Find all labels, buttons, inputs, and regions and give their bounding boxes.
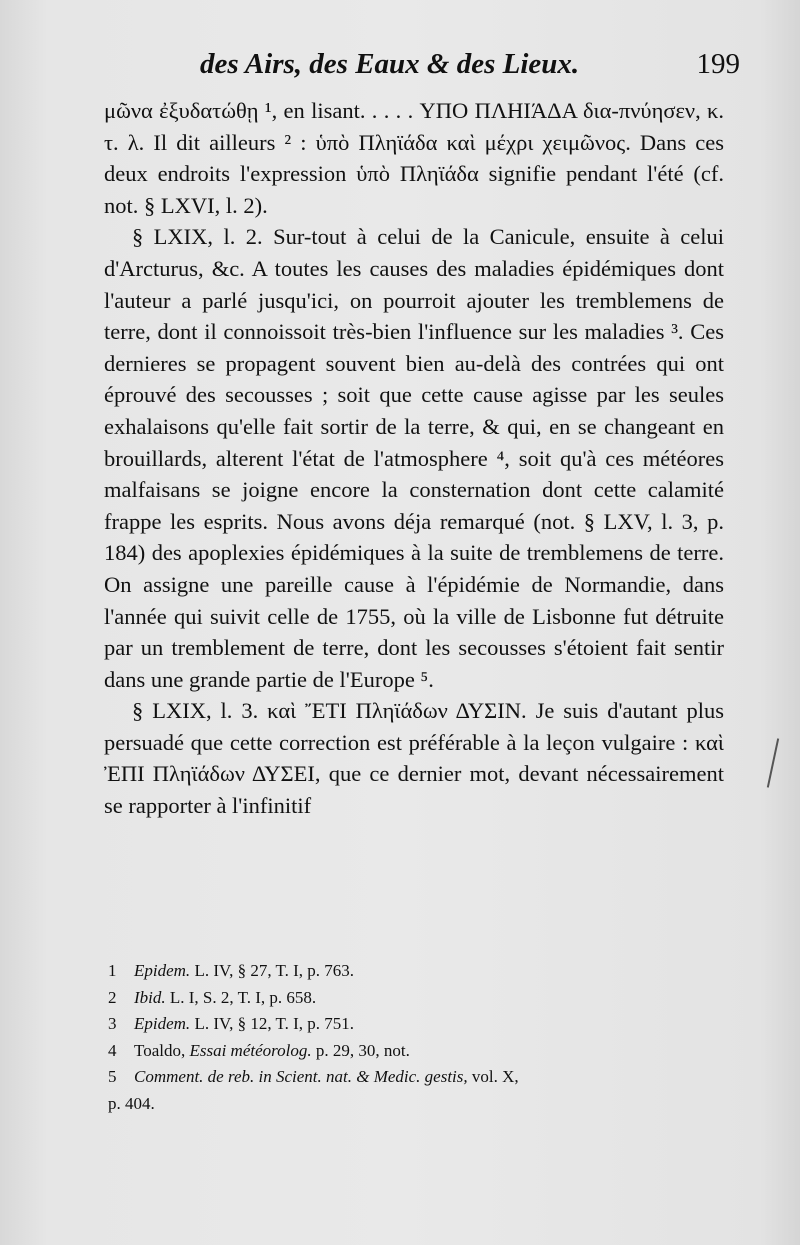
footnote-4: 4 Toaldo, Essai météorolog. p. 29, 30, not. — [108, 1040, 410, 1060]
paragraph-lxix-2: § LXIX, l. 2. Sur-tout à celui de la Canicule, ensuite à celui d'Arcturus, &c. A toutes les causes des maladies épidémiques dont l'auteur a parlé jusqu'ici, on pourroit ajouter les tremblemens de terre, dont il connoissoit très-bien l'influence sur les maladies ³. Ces dernieres se propagent souvent bien au-delà des contrées qui ont éprouvé des secousses ; soit que cette cause agisse par les seules exhalaisons qu'elle fait sortir de la terre, & qui, en se changeant en brouillards, alterent l'état de l'atmosphere ⁴, soit qu'à ces météores malfaisans se joigne encore la consternation dont cette calamité frappe les esprits. Nous avons déja remarqué (not. § LXV, l. 3, p. 184) des apoplexies épidémiques à la suite de tremblemens de terre. On assigne une pareille cause à l'épidémie de Normandie, dans l'année qui suivit celle de 1755, où la ville de Lisbonne fut détruite par un tremblement de terre, dont les secousses s'étoient fait sentir dans une grande partie de l'Europe ⁵. — [104, 224, 724, 692]
footnote-5: 5 Comment. de reb. in Scient. nat. & Medic. gestis, vol. X, — [108, 1067, 519, 1086]
footnote-1: 1 Epidem. L. IV, § 27, T. I, p. 763. — [108, 961, 355, 980]
running-title: des Airs, des Eaux & des Lieux. — [200, 48, 580, 80]
main-text — [104, 95, 724, 822]
paragraph-continued: μῶνα ἐξυδατώθῃ ¹, en lisant. . . . . ΥΠΟ ΠΛΗΙΆΔΑ δια-πνύησεν, κ. τ. λ. Il dit ailleurs ² : ὑπὸ Πληϊάδα καὶ μέχρι χειμῶνος. Dans ces deux endroits l'expression ὑπὸ Πληϊάδα signifie pendant l'été (cf. not. § LXVI, l. 2). — [104, 98, 724, 218]
page-number: 199 — [696, 48, 740, 80]
footnote-5-continuation: p. 404. — [108, 1093, 155, 1113]
footnote-3: 3 Epidem. L. IV, § 12, T. I, p. 751. — [108, 1014, 355, 1033]
footnote-2: 2 Ibid. L. I, S. 2, T. I, p. 658. — [108, 987, 317, 1007]
footnotes — [108, 958, 723, 1117]
paragraph-lxix-3: § LXIX, l. 3. καὶ ἜΤΙ Πληϊάδων ΔΥΣΙΝ. Je suis d'autant plus persuadé que cette correction est préférable à la leçon vulgaire : καὶ ἘΠΙ Πληϊάδων ΔΥΣΕΙ, que ce dernier mot, devant nécessairement se rapporter à l'infinitif — [104, 698, 724, 819]
margin-pencil-mark — [767, 738, 779, 787]
